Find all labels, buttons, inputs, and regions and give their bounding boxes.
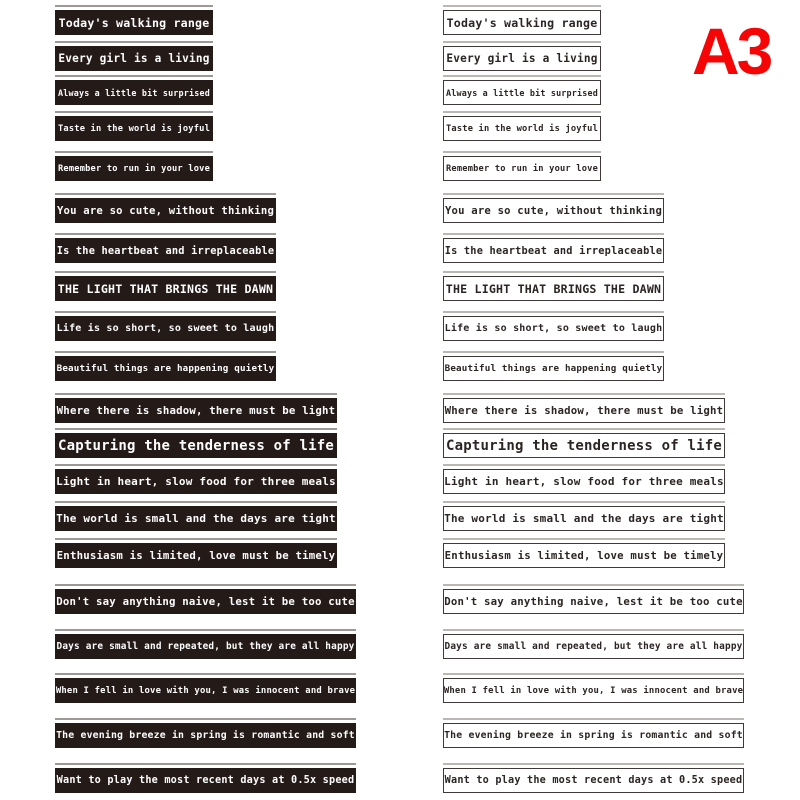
sticker-strip-dark-14: [55, 501, 337, 531]
strip-edge: [443, 5, 601, 7]
strip-edge: [55, 5, 213, 7]
sticker-strip-dark-19: [55, 718, 356, 748]
strip-box: [55, 10, 213, 35]
strip-box: [55, 678, 356, 703]
sticker-strip-dark-17: [55, 629, 356, 659]
strip-edge: [443, 538, 725, 540]
sticker-text: Life is so short, so sweet to laugh: [56, 323, 275, 334]
sticker-strip-dark-16: [55, 584, 356, 614]
strip-edge: [443, 41, 601, 43]
sticker-text: The world is small and the days are tight: [444, 512, 724, 525]
strip-edge: [443, 718, 744, 720]
strip-box: [443, 356, 664, 381]
sticker-strip-light-6: [443, 193, 664, 223]
strip-edge: [443, 151, 601, 153]
strip-edge: [55, 428, 337, 430]
strip-box: [55, 238, 276, 263]
sticker-strip-dark-18: [55, 673, 356, 703]
strip-edge: [55, 673, 356, 675]
sticker-text: Don't say anything naive, lest it be too cute: [56, 595, 355, 608]
strip-edge: [55, 393, 337, 395]
strip-edge: [443, 271, 664, 273]
sticker-text: The evening breeze in spring is romantic and soft: [444, 730, 743, 741]
sticker-text: Is the heartbeat and irreplaceable: [56, 244, 275, 257]
sticker-strip-dark-12: [55, 428, 337, 458]
strip-box: [443, 398, 725, 423]
strip-box: [55, 768, 356, 793]
strip-edge: [443, 673, 744, 675]
sticker-strip-dark-1: [55, 5, 213, 35]
sticker-text: Taste in the world is joyful: [57, 123, 211, 134]
sticker-text: When I fell in love with you, I was innocent and brave: [55, 685, 356, 696]
sticker-strip-light-14: [443, 501, 725, 531]
strip-box: [55, 46, 213, 71]
sticker-text: Life is so short, so sweet to laugh: [444, 323, 663, 334]
strip-edge: [55, 111, 213, 113]
sticker-strip-dark-20: [55, 763, 356, 793]
sticker-text: Today's walking range: [446, 15, 598, 30]
strip-box: [55, 433, 337, 458]
sticker-strip-dark-8: [55, 271, 276, 301]
sticker-strip-dark-9: [55, 311, 276, 341]
sticker-text: Beautiful things are happening quietly: [444, 363, 663, 374]
strip-box: [55, 116, 213, 141]
sticker-strip-dark-15: [55, 538, 337, 568]
strip-edge: [443, 501, 725, 503]
strip-box: [443, 678, 744, 703]
strip-edge: [443, 428, 725, 430]
sticker-strip-dark-11: [55, 393, 337, 423]
sticker-text: Days are small and repeated, but they are all happy: [56, 641, 355, 652]
sticker-text: Capturing the tenderness of life: [57, 437, 335, 454]
sticker-strip-light-16: [443, 584, 744, 614]
strip-edge: [443, 464, 725, 466]
strip-edge: [55, 311, 276, 313]
strip-box: [55, 316, 276, 341]
sticker-text: Want to play the most recent days at 0.5x speed: [56, 775, 355, 786]
strip-box: [443, 10, 601, 35]
sticker-strip-light-8: [443, 271, 664, 301]
sticker-text: Always a little bit surprised: [445, 87, 599, 98]
strip-edge: [55, 763, 356, 765]
sticker-text: Where there is shadow, there must be light: [444, 404, 724, 417]
strip-edge: [443, 111, 601, 113]
sticker-strip-dark-10: [55, 351, 276, 381]
strip-edge: [55, 151, 213, 153]
strip-edge: [443, 629, 744, 631]
strip-box: [443, 198, 664, 223]
sticker-text: Enthusiasm is limited, love must be timely: [444, 549, 724, 562]
sticker-strip-light-5: [443, 151, 601, 181]
strip-box: [443, 116, 601, 141]
strip-edge: [443, 584, 744, 586]
sticker-text: Capturing the tenderness of life: [445, 437, 723, 454]
strip-box: [55, 634, 356, 659]
strip-edge: [55, 501, 337, 503]
strip-box: [443, 46, 601, 71]
strip-box: [443, 276, 664, 301]
strip-edge: [443, 75, 601, 77]
sticker-text: When I fell in love with you, I was innocent and brave: [443, 685, 744, 696]
strip-box: [55, 506, 337, 531]
strip-edge: [55, 464, 337, 466]
sticker-strip-light-2: [443, 41, 601, 71]
sticker-strip-light-17: [443, 629, 744, 659]
strip-edge: [55, 718, 356, 720]
strip-box: [443, 433, 725, 458]
sticker-text: Beautiful things are happening quietly: [56, 363, 275, 374]
sticker-text: Don't say anything naive, lest it be too cute: [444, 595, 743, 608]
sticker-text: The world is small and the days are tight: [56, 512, 336, 525]
sticker-strip-light-10: [443, 351, 664, 381]
sticker-strip-light-9: [443, 311, 664, 341]
strip-edge: [55, 584, 356, 586]
sticker-text: Is the heartbeat and irreplaceable: [444, 244, 663, 257]
sticker-strip-dark-7: [55, 233, 276, 263]
sticker-strip-light-18: [443, 673, 744, 703]
sticker-text: Enthusiasm is limited, love must be timely: [56, 549, 336, 562]
sticker-strip-dark-13: [55, 464, 337, 494]
strip-edge: [443, 311, 664, 313]
strip-box: [443, 506, 725, 531]
strip-edge: [55, 41, 213, 43]
sticker-strip-light-13: [443, 464, 725, 494]
sticker-text: Where there is shadow, there must be light: [56, 404, 336, 417]
sticker-strip-dark-6: [55, 193, 276, 223]
sticker-text: Remember to run in your love: [445, 163, 599, 174]
strip-edge: [443, 233, 664, 235]
strip-box: [55, 543, 337, 568]
strip-edge: [55, 629, 356, 631]
strip-edge: [55, 271, 276, 273]
strip-box: [443, 238, 664, 263]
strip-edge: [55, 538, 337, 540]
sticker-strip-light-20: [443, 763, 744, 793]
strip-box: [55, 276, 276, 301]
strip-box: [443, 768, 744, 793]
sticker-strip-light-12: [443, 428, 725, 458]
sticker-strip-light-11: [443, 393, 725, 423]
sticker-text: THE LIGHT THAT BRINGS THE DAWN: [445, 281, 662, 296]
sticker-strip-dark-5: [55, 151, 213, 181]
sticker-text: THE LIGHT THAT BRINGS THE DAWN: [57, 281, 274, 296]
strip-edge: [443, 193, 664, 195]
strip-box: [443, 80, 601, 105]
sticker-text: Taste in the world is joyful: [445, 123, 599, 134]
strip-box: [55, 156, 213, 181]
sticker-text: Today's walking range: [58, 15, 210, 30]
sticker-text: Remember to run in your love: [57, 163, 211, 174]
sticker-strip-dark-4: [55, 111, 213, 141]
strip-box: [443, 469, 725, 494]
sticker-text: Light in heart, slow food for three meals: [56, 475, 336, 488]
strip-edge: [443, 763, 744, 765]
strip-edge: [55, 75, 213, 77]
sticker-strip-dark-2: [55, 41, 213, 71]
sticker-strip-light-1: [443, 5, 601, 35]
sticker-strip-dark-3: [55, 75, 213, 105]
strip-box: [55, 589, 356, 614]
sticker-text: Always a little bit surprised: [57, 87, 211, 98]
strip-edge: [55, 233, 276, 235]
sticker-strip-light-4: [443, 111, 601, 141]
model-badge: A3: [692, 14, 771, 88]
strip-edge: [443, 351, 664, 353]
strip-box: [443, 634, 744, 659]
sticker-text: Every girl is a living: [58, 52, 210, 65]
strip-box: [55, 356, 276, 381]
sticker-strip-light-3: [443, 75, 601, 105]
sticker-text: You are so cute, without thinking: [56, 204, 275, 217]
strip-box: [55, 398, 337, 423]
sticker-text: You are so cute, without thinking: [444, 204, 663, 217]
strip-edge: [443, 393, 725, 395]
sticker-text: Every girl is a living: [446, 52, 598, 65]
strip-box: [443, 723, 744, 748]
strip-box: [55, 80, 213, 105]
sticker-strip-light-19: [443, 718, 744, 748]
strip-box: [443, 589, 744, 614]
strip-box: [55, 198, 276, 223]
strip-box: [443, 156, 601, 181]
sticker-text: The evening breeze in spring is romantic and soft: [56, 730, 355, 741]
sticker-text: Days are small and repeated, but they are all happy: [444, 641, 743, 652]
sticker-strip-light-7: [443, 233, 664, 263]
sticker-text: Want to play the most recent days at 0.5x speed: [444, 775, 743, 786]
strip-box: [443, 543, 725, 568]
strip-box: [55, 723, 356, 748]
strip-box: [55, 469, 337, 494]
strip-edge: [55, 193, 276, 195]
strip-edge: [55, 351, 276, 353]
sticker-text: Light in heart, slow food for three meals: [444, 475, 724, 488]
sticker-strip-light-15: [443, 538, 725, 568]
strip-box: [443, 316, 664, 341]
